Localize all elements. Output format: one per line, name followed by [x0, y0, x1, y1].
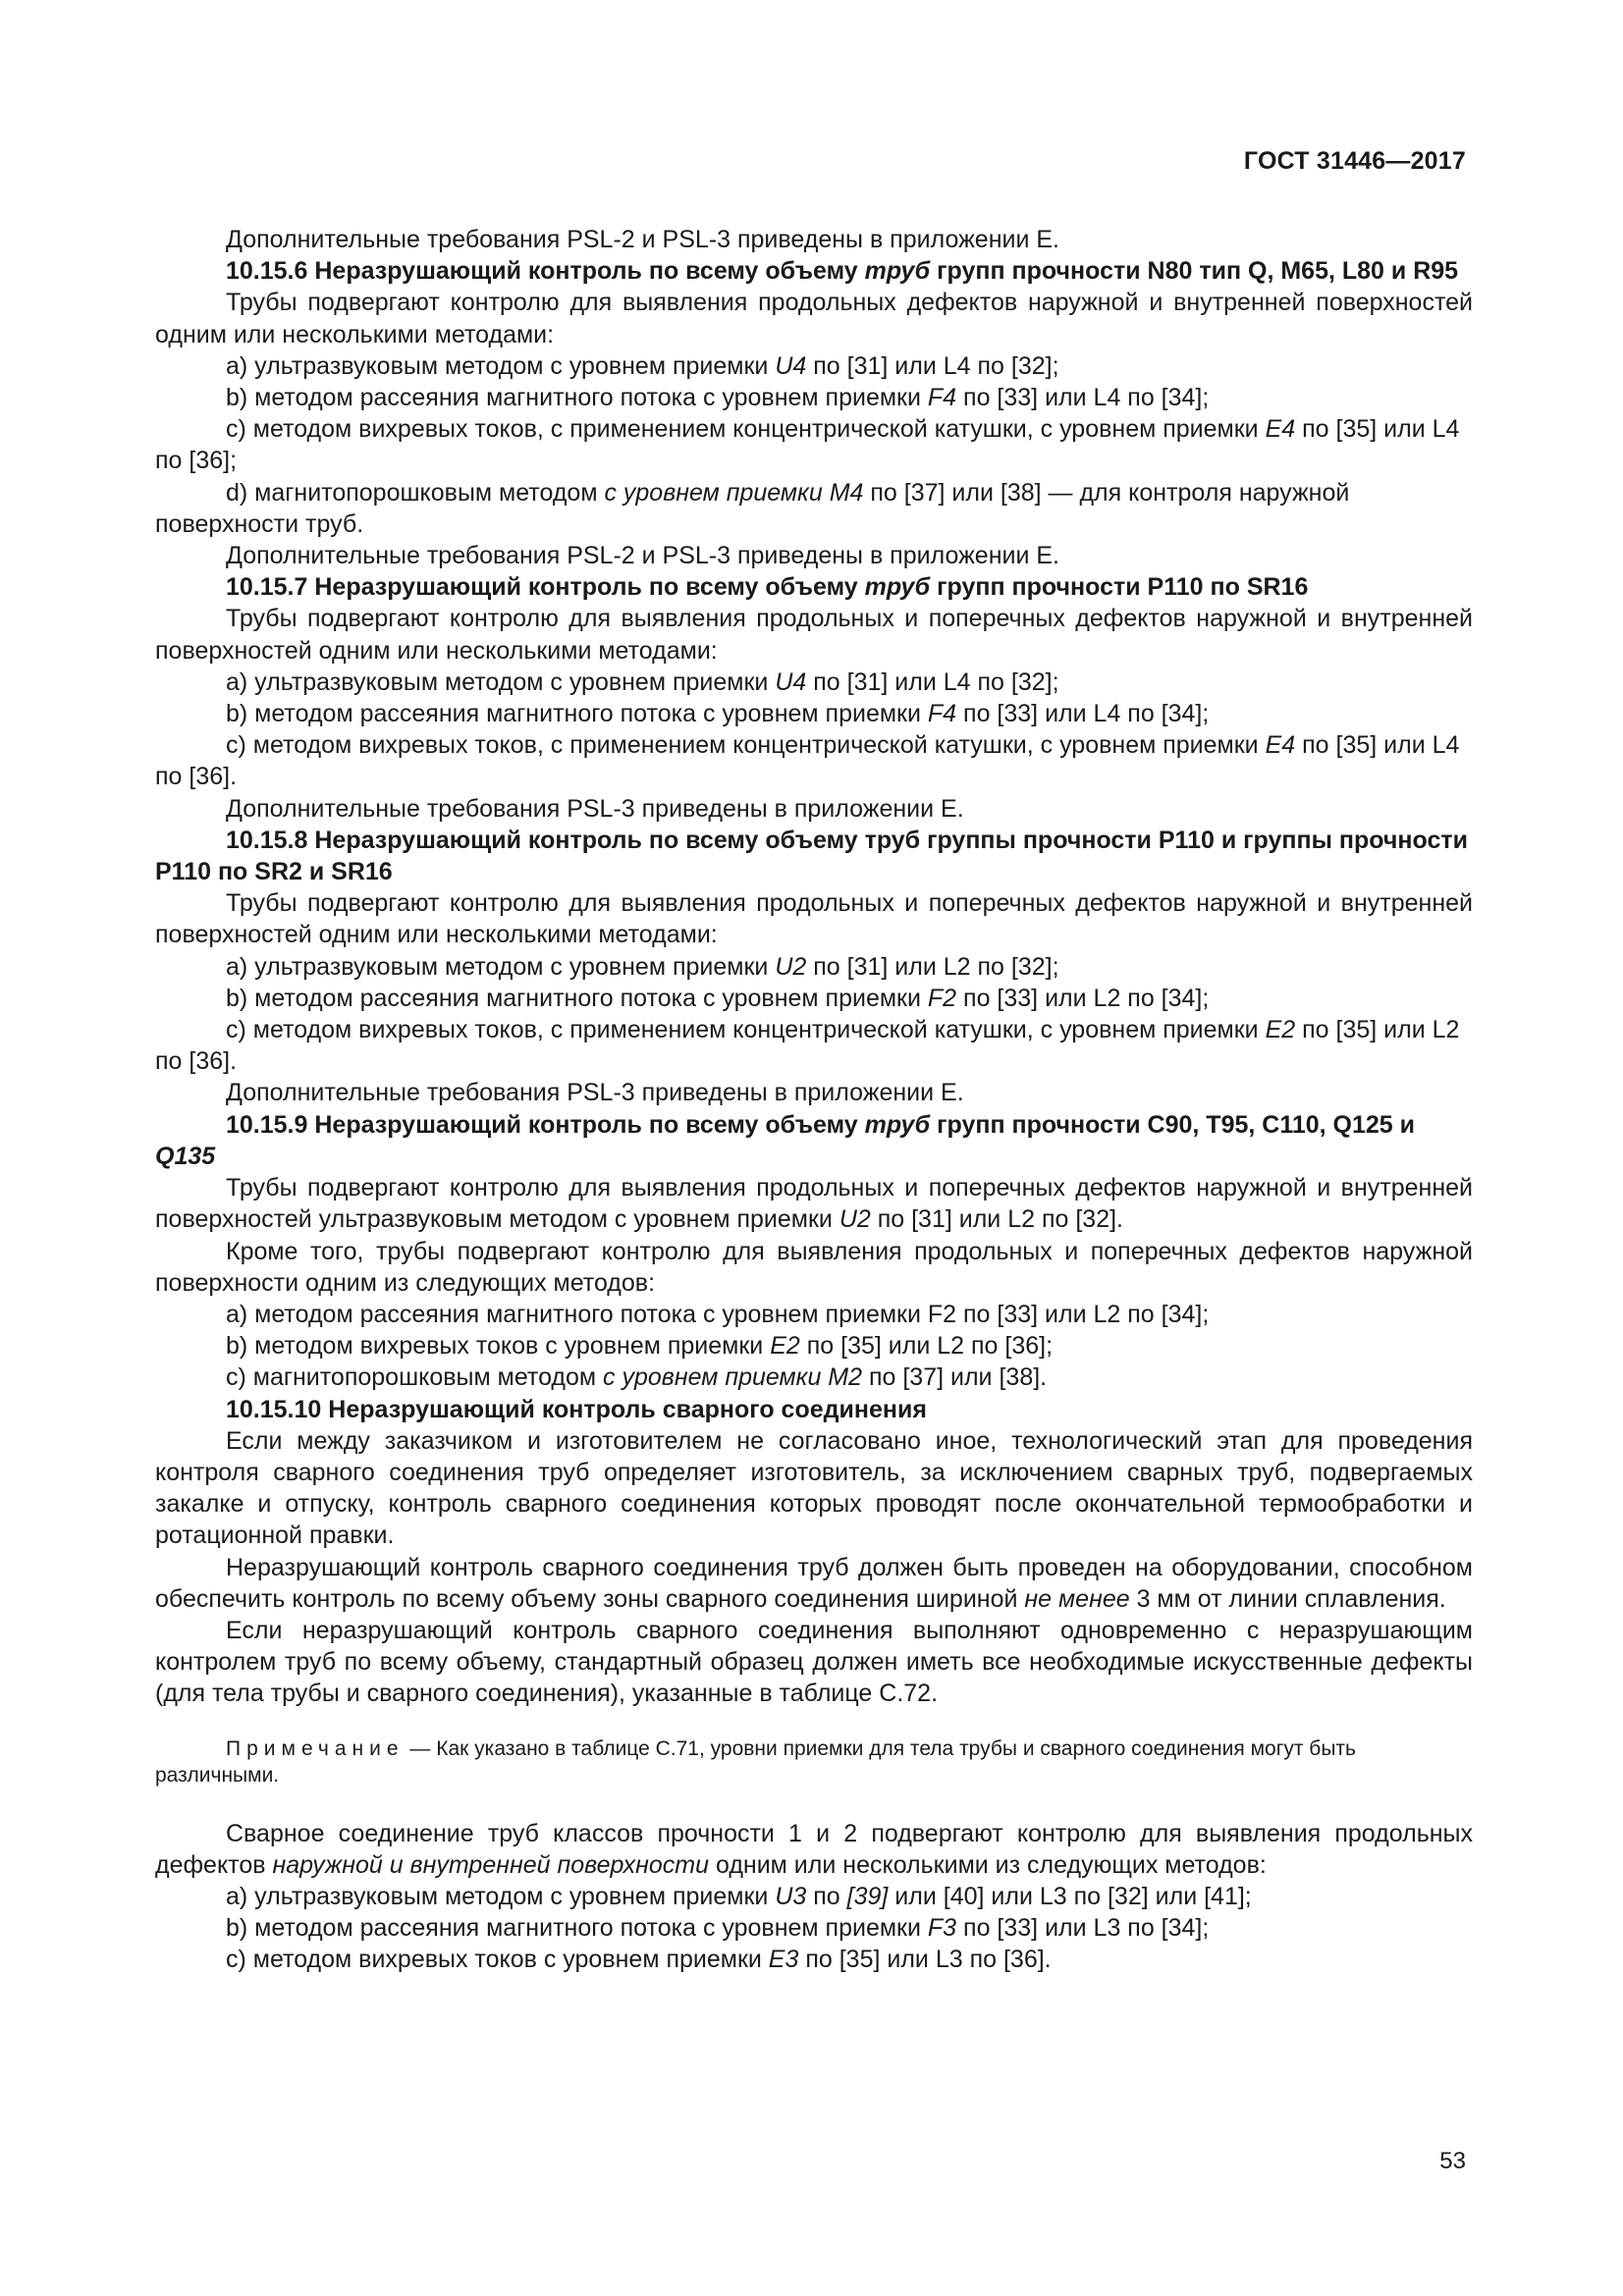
note	[155, 1735, 1473, 1789]
heading-italic: труб	[864, 257, 931, 286]
item-text: b) методом вихревых токов с уровнем приемки	[226, 1332, 771, 1361]
paragraph-text: 3 мм от линии сплавления.	[1129, 1584, 1446, 1613]
paragraph-text: Неразрушающий контроль сварного соединения труб должен быть проведен на оборудовании, способном обеспечить контроль по всему объему зоны сварного соединения шириной	[155, 1553, 1473, 1613]
paragraph-italic: не менее	[1024, 1584, 1130, 1613]
list-item	[155, 413, 1473, 476]
list-item	[155, 1944, 1473, 1975]
item-italic: E3	[768, 1946, 799, 1974]
heading-italic: Q135	[155, 1142, 216, 1170]
item-text: c) методом вихревых токов, с применением концентрической катушки, с уровнем приемки	[226, 415, 1266, 444]
item-text: по [33] или L2 по [34];	[956, 984, 1210, 1012]
item-italic: F4	[927, 700, 957, 728]
paragraph	[155, 1172, 1473, 1235]
section-heading-10-15-9	[155, 1109, 1473, 1172]
item-text: по [31] или L4 по [32];	[806, 667, 1059, 696]
item-text: c) методом вихревых токов, с применением концентрической катушки, с уровнем приемки	[226, 731, 1266, 760]
paragraph	[155, 1818, 1473, 1881]
heading-text: 10.15.6 Неразрушающий контроль по всему объему	[226, 257, 865, 286]
list-item	[155, 667, 1473, 698]
item-italic: E2	[770, 1332, 800, 1361]
item-text: или [40] или L3 по [32] или [41];	[888, 1882, 1252, 1910]
section-heading-10-15-7	[155, 571, 1473, 603]
list-item	[155, 1881, 1473, 1912]
item-text: по	[806, 1882, 847, 1910]
list-item	[155, 382, 1473, 413]
paragraph: Дополнительные требования PSL-2 и PSL-3 приведены в приложении E.	[226, 542, 1059, 570]
paragraph: Трубы подвергают контролю для выявления продольных и поперечных дефектов наружной и внутренней поверхностей одним или несколькими методами:	[155, 605, 1473, 665]
heading-text: групп прочности N80 тип Q, M65, L80 и R95	[930, 257, 1459, 286]
item-italic: E2	[1265, 1016, 1296, 1044]
section-heading-10-15-6	[155, 255, 1473, 287]
item-italic: E4	[1265, 731, 1296, 760]
section-heading-10-15-10: 10.15.10 Неразрушающий контроль сварного соединения	[226, 1395, 927, 1423]
list-item	[155, 983, 1473, 1014]
item-text: b) методом рассеяния магнитного потока с уровнем приемки	[226, 700, 928, 728]
paragraph: Если неразрушающий контроль сварного соединения выполняют одновременно с неразрушающим контролем труб по всему объему, стандартный образец должен иметь все необходимые искусственные дефекты (для тела трубы и сварного соединения), указанные в таблице C.72.	[155, 1616, 1473, 1708]
item-text: a) ультразвуковым методом с уровнем приемки	[226, 1882, 776, 1910]
item-text: по [31] или L2 по [32];	[806, 952, 1059, 981]
list-item: a) методом рассеяния магнитного потока с уровнем приемки F2 по [33] или L2 по [34];	[226, 1300, 1210, 1328]
item-italic: U3	[775, 1882, 807, 1910]
list-item	[155, 1912, 1473, 1944]
item-italic: [39]	[846, 1882, 889, 1910]
paragraph: Дополнительные требования PSL-3 приведены в приложении E.	[226, 794, 964, 823]
item-text: по [37] или [38] — для контроля наружной поверхности труб.	[155, 478, 1350, 538]
item-text: по [35] или L3 по [36].	[798, 1946, 1052, 1974]
item-text: a) ультразвуковым методом с уровнем приемки	[226, 667, 776, 696]
item-italic: с уровнем приемки M2	[603, 1363, 863, 1392]
item-text: по [33] или L3 по [34];	[956, 1914, 1210, 1943]
item-italic: U4	[775, 351, 807, 380]
item-italic: с уровнем приемки M4	[604, 478, 864, 507]
list-item	[155, 350, 1473, 382]
heading-text: групп прочности P110 по SR16	[930, 573, 1309, 602]
note-text: — Как указано в таблице C.71, уровни приемки для тела трубы и сварного соединения могут быть различными.	[155, 1736, 1356, 1787]
item-text: по [35] или L4 по [36].	[155, 731, 1460, 791]
item-italic: F2	[927, 984, 957, 1012]
item-text: по [31] или L4 по [32];	[806, 351, 1059, 380]
note-label: Примечание	[226, 1736, 405, 1760]
list-item	[155, 698, 1473, 729]
paragraph: Если между заказчиком и изготовителем не согласовано иное, технологический этап для проведения контроля сварного соединения труб определяет изготовитель, за исключением сварных труб, подвергаемых закалке и отпуску, контроль сварного соединения которых проводят после окончательной термообработки и ротационной правки.	[155, 1426, 1473, 1550]
page-number: 53	[1439, 2148, 1466, 2174]
item-text: по [37] или [38].	[862, 1363, 1048, 1392]
body-text	[155, 224, 1473, 1976]
paragraph: Кроме того, трубы подвергают контролю для выявления продольных и поперечных дефектов наружной поверхности одним из следующих методов:	[155, 1237, 1473, 1297]
paragraph: Трубы подвергают контролю для выявления продольных и поперечных дефектов наружной и внутренней поверхностей одним или несколькими методами:	[155, 889, 1473, 949]
item-text: d) магнитопорошковым методом	[226, 478, 605, 507]
paragraph-text: по [31] или L2 по [32].	[870, 1205, 1124, 1234]
item-text: b) методом рассеяния магнитного потока с уровнем приемки	[226, 384, 928, 412]
list-item	[155, 1362, 1473, 1393]
item-text: a) ультразвуковым методом с уровнем приемки	[226, 351, 776, 380]
item-text: по [33] или L4 по [34];	[956, 384, 1210, 412]
item-text: по [35] или L2 по [36];	[799, 1332, 1054, 1361]
item-text: по [33] или L4 по [34];	[956, 700, 1210, 728]
paragraph	[155, 1552, 1473, 1615]
heading-italic: труб	[864, 573, 931, 602]
item-text: b) методом рассеяния магнитного потока с уровнем приемки	[226, 1914, 928, 1943]
list-item	[155, 1330, 1473, 1362]
list-item	[155, 951, 1473, 983]
heading-text: 10.15.7 Неразрушающий контроль по всему объему	[226, 573, 865, 602]
paragraph-italic: U2	[839, 1205, 871, 1234]
section-heading-10-15-8: 10.15.8 Неразрушающий контроль по всему объему труб группы прочности P110 и группы прочности P110 по SR2 и SR16	[155, 826, 1468, 886]
heading-text: 10.15.9 Неразрушающий контроль по всему объему	[226, 1110, 865, 1139]
item-italic: U2	[775, 952, 807, 981]
heading-text: групп прочности C90, T95, C110, Q125 и	[930, 1110, 1416, 1139]
item-italic: F4	[927, 384, 957, 412]
item-text: c) методом вихревых токов с уровнем приемки	[226, 1946, 769, 1974]
item-text: b) методом рассеяния магнитного потока с уровнем приемки	[226, 984, 928, 1012]
heading-italic: труб	[864, 1110, 931, 1139]
list-item	[155, 1014, 1473, 1077]
item-text: a) ультразвуковым методом с уровнем приемки	[226, 952, 776, 981]
item-italic: F3	[927, 1914, 957, 1943]
paragraph-text: одним или несколькими из следующих методов:	[709, 1850, 1267, 1879]
paragraph: Дополнительные требования PSL-2 и PSL-3 приведены в приложении E.	[226, 226, 1059, 253]
paragraph-italic: наружной и внутренней поверхности	[272, 1850, 710, 1879]
paragraph-text: Сварное соединение труб классов прочности 1 и 2 подвергают контролю для выявления продольных дефектов	[155, 1819, 1473, 1879]
paragraph: Дополнительные требования PSL-3 приведены в приложении E.	[226, 1079, 964, 1107]
item-italic: U4	[775, 667, 807, 696]
item-text: c) магнитопорошковым методом	[226, 1363, 604, 1392]
item-text: по [35] или L2 по [36].	[155, 1016, 1460, 1076]
paragraph-text: Трубы подвергают контролю для выявления продольных и поперечных дефектов наружной и внутренней поверхностей ультразвуковым методом с уровнем приемки	[155, 1174, 1473, 1234]
item-text: c) методом вихревых токов, с применением концентрической катушки, с уровнем приемки	[226, 1016, 1266, 1044]
document-header: ГОСТ 31446—2017	[1243, 147, 1466, 175]
item-text: по [35] или L4 по [36];	[155, 415, 1460, 475]
list-item	[155, 729, 1473, 792]
paragraph: Трубы подвергают контролю для выявления продольных дефектов наружной и внутренней поверхностей одним или несколькими методами:	[155, 289, 1473, 348]
item-italic: E4	[1265, 415, 1296, 444]
list-item	[155, 477, 1473, 540]
